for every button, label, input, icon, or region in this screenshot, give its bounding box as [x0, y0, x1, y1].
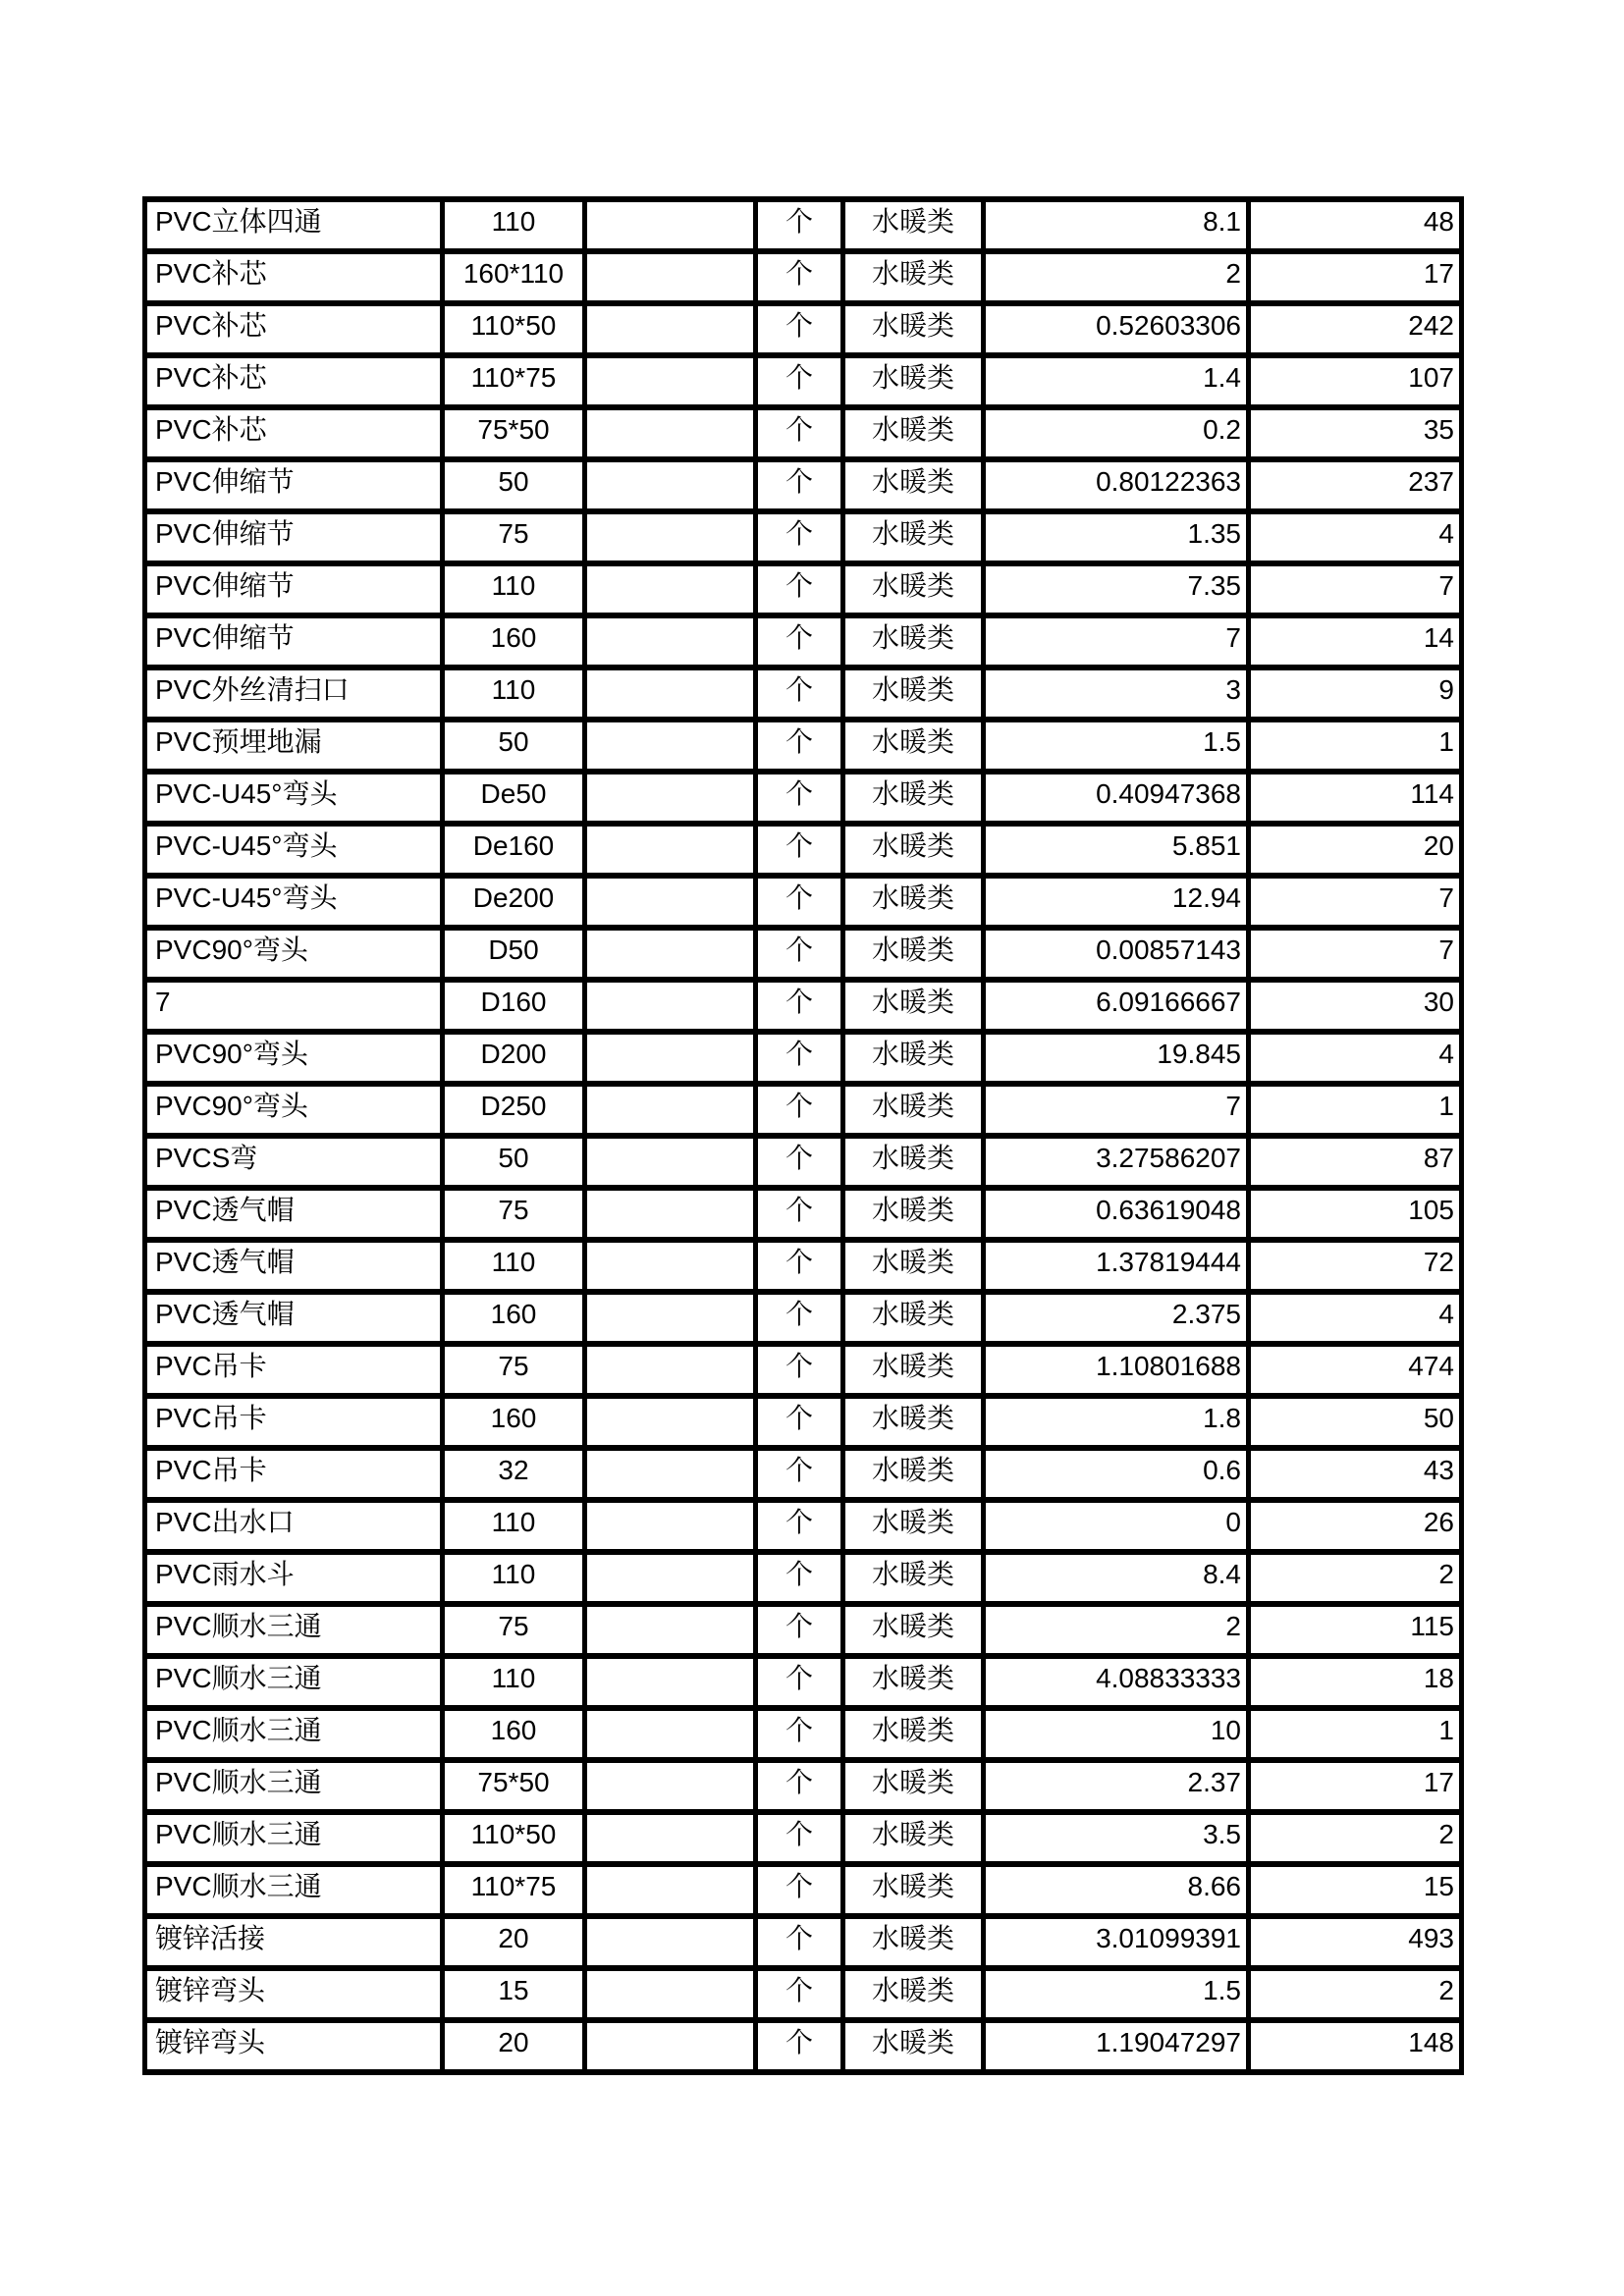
- blank-cell: [585, 1292, 756, 1344]
- price-cell: 3.27586207: [984, 1136, 1249, 1188]
- price-cell: 3.5: [984, 1812, 1249, 1864]
- spec-cell: 32: [443, 1448, 585, 1500]
- price-cell: 2.37: [984, 1760, 1249, 1812]
- category-cell: 水暖类: [843, 772, 984, 824]
- spec-cell: 110*50: [443, 1812, 585, 1864]
- unit-cell: 个: [756, 355, 843, 407]
- blank-cell: [585, 1188, 756, 1240]
- price-cell: 0.2: [984, 407, 1249, 459]
- unit-cell: 个: [756, 199, 843, 251]
- quantity-cell: 2: [1249, 1812, 1462, 1864]
- table-row: [145, 667, 1462, 720]
- price-cell: 1.35: [984, 511, 1249, 563]
- price-cell: 7.35: [984, 563, 1249, 615]
- table-row: [145, 1188, 1462, 1240]
- unit-cell: 个: [756, 407, 843, 459]
- category-cell: 水暖类: [843, 876, 984, 928]
- spec-cell: 75: [443, 1188, 585, 1240]
- price-cell: 7: [984, 1084, 1249, 1136]
- unit-cell: 个: [756, 1084, 843, 1136]
- unit-cell: 个: [756, 1032, 843, 1084]
- blank-cell: [585, 928, 756, 980]
- unit-cell: 个: [756, 1812, 843, 1864]
- spec-cell: D250: [443, 1084, 585, 1136]
- spec-cell: 20: [443, 2020, 585, 2072]
- category-cell: 水暖类: [843, 1812, 984, 1864]
- price-cell: 8.66: [984, 1864, 1249, 1916]
- item-name-cell: PVC补芯: [145, 407, 443, 459]
- table-row: [145, 1916, 1462, 1968]
- unit-cell: 个: [756, 1292, 843, 1344]
- quantity-cell: 2: [1249, 1968, 1462, 2020]
- category-cell: 水暖类: [843, 1604, 984, 1656]
- blank-cell: [585, 615, 756, 667]
- unit-cell: 个: [756, 563, 843, 615]
- item-name-cell: PVC顺水三通: [145, 1656, 443, 1708]
- blank-cell: [585, 1448, 756, 1500]
- unit-cell: 个: [756, 1188, 843, 1240]
- price-cell: 19.845: [984, 1032, 1249, 1084]
- item-name-cell: PVC预埋地漏: [145, 720, 443, 772]
- table-row: [145, 1552, 1462, 1604]
- category-cell: 水暖类: [843, 720, 984, 772]
- quantity-cell: 114: [1249, 772, 1462, 824]
- blank-cell: [585, 303, 756, 355]
- blank-cell: [585, 355, 756, 407]
- quantity-cell: 7: [1249, 928, 1462, 980]
- item-name-cell: PVC伸缩节: [145, 615, 443, 667]
- item-name-cell: PVC90°弯头: [145, 928, 443, 980]
- spec-cell: 160*110: [443, 251, 585, 303]
- blank-cell: [585, 1240, 756, 1292]
- blank-cell: [585, 459, 756, 511]
- quantity-cell: 1: [1249, 1708, 1462, 1760]
- blank-cell: [585, 1084, 756, 1136]
- item-name-cell: PVCS弯: [145, 1136, 443, 1188]
- quantity-cell: 237: [1249, 459, 1462, 511]
- blank-cell: [585, 1760, 756, 1812]
- spec-cell: 110*50: [443, 303, 585, 355]
- quantity-cell: 493: [1249, 1916, 1462, 1968]
- item-name-cell: PVC出水口: [145, 1500, 443, 1552]
- unit-cell: 个: [756, 2020, 843, 2072]
- category-cell: 水暖类: [843, 615, 984, 667]
- item-name-cell: PVC顺水三通: [145, 1708, 443, 1760]
- table-row: [145, 1500, 1462, 1552]
- item-name-cell: 7: [145, 980, 443, 1032]
- quantity-cell: 50: [1249, 1396, 1462, 1448]
- table-row: [145, 1656, 1462, 1708]
- unit-cell: 个: [756, 1500, 843, 1552]
- table-row: [145, 1032, 1462, 1084]
- blank-cell: [585, 1396, 756, 1448]
- category-cell: 水暖类: [843, 1552, 984, 1604]
- quantity-cell: 4: [1249, 1032, 1462, 1084]
- table-row: [145, 563, 1462, 615]
- quantity-cell: 7: [1249, 563, 1462, 615]
- table-row: [145, 1136, 1462, 1188]
- quantity-cell: 20: [1249, 824, 1462, 876]
- item-name-cell: PVC吊卡: [145, 1448, 443, 1500]
- table-row: [145, 1344, 1462, 1396]
- item-name-cell: 镀锌弯头: [145, 2020, 443, 2072]
- quantity-cell: 43: [1249, 1448, 1462, 1500]
- price-cell: 1.19047297: [984, 2020, 1249, 2072]
- table-row: [145, 1240, 1462, 1292]
- item-name-cell: PVC透气帽: [145, 1188, 443, 1240]
- spec-cell: 110: [443, 1656, 585, 1708]
- table-row: [145, 1968, 1462, 2020]
- category-cell: 水暖类: [843, 1084, 984, 1136]
- blank-cell: [585, 1604, 756, 1656]
- price-cell: 1.4: [984, 355, 1249, 407]
- spec-cell: 110*75: [443, 1864, 585, 1916]
- price-cell: 0.63619048: [984, 1188, 1249, 1240]
- category-cell: 水暖类: [843, 1188, 984, 1240]
- category-cell: 水暖类: [843, 251, 984, 303]
- category-cell: 水暖类: [843, 1968, 984, 2020]
- quantity-cell: 17: [1249, 1760, 1462, 1812]
- table-row: [145, 980, 1462, 1032]
- table-row: [145, 615, 1462, 667]
- table-row: [145, 511, 1462, 563]
- quantity-cell: 1: [1249, 720, 1462, 772]
- category-cell: 水暖类: [843, 1916, 984, 1968]
- blank-cell: [585, 1500, 756, 1552]
- quantity-cell: 7: [1249, 876, 1462, 928]
- item-name-cell: PVC-U45°弯头: [145, 772, 443, 824]
- spec-cell: 75*50: [443, 1760, 585, 1812]
- spec-cell: 75: [443, 1344, 585, 1396]
- spec-cell: D50: [443, 928, 585, 980]
- spec-cell: D160: [443, 980, 585, 1032]
- table-row: [145, 1448, 1462, 1500]
- category-cell: 水暖类: [843, 1760, 984, 1812]
- unit-cell: 个: [756, 1448, 843, 1500]
- table-row: [145, 1396, 1462, 1448]
- item-name-cell: PVC-U45°弯头: [145, 876, 443, 928]
- quantity-cell: 30: [1249, 980, 1462, 1032]
- blank-cell: [585, 199, 756, 251]
- inventory-table-body: [145, 199, 1462, 2072]
- table-row: [145, 459, 1462, 511]
- price-cell: 7: [984, 615, 1249, 667]
- table-row: [145, 876, 1462, 928]
- category-cell: 水暖类: [843, 1240, 984, 1292]
- table-row: [145, 772, 1462, 824]
- spec-cell: 50: [443, 720, 585, 772]
- spec-cell: 110: [443, 563, 585, 615]
- table-row: [145, 1604, 1462, 1656]
- spec-cell: De50: [443, 772, 585, 824]
- category-cell: 水暖类: [843, 563, 984, 615]
- table-row: [145, 824, 1462, 876]
- unit-cell: 个: [756, 1656, 843, 1708]
- blank-cell: [585, 772, 756, 824]
- quantity-cell: 107: [1249, 355, 1462, 407]
- quantity-cell: 474: [1249, 1344, 1462, 1396]
- price-cell: 0.6: [984, 1448, 1249, 1500]
- category-cell: 水暖类: [843, 1656, 984, 1708]
- unit-cell: 个: [756, 615, 843, 667]
- inventory-table: [142, 196, 1464, 2075]
- item-name-cell: PVC补芯: [145, 251, 443, 303]
- category-cell: 水暖类: [843, 1292, 984, 1344]
- quantity-cell: 48: [1249, 199, 1462, 251]
- unit-cell: 个: [756, 1240, 843, 1292]
- item-name-cell: PVC伸缩节: [145, 511, 443, 563]
- category-cell: 水暖类: [843, 459, 984, 511]
- category-cell: 水暖类: [843, 1032, 984, 1084]
- price-cell: 1.8: [984, 1396, 1249, 1448]
- table-row: [145, 303, 1462, 355]
- category-cell: 水暖类: [843, 407, 984, 459]
- spec-cell: 110: [443, 1240, 585, 1292]
- blank-cell: [585, 2020, 756, 2072]
- quantity-cell: 148: [1249, 2020, 1462, 2072]
- quantity-cell: 14: [1249, 615, 1462, 667]
- quantity-cell: 9: [1249, 667, 1462, 720]
- unit-cell: 个: [756, 1708, 843, 1760]
- spec-cell: 50: [443, 459, 585, 511]
- item-name-cell: PVC透气帽: [145, 1292, 443, 1344]
- unit-cell: 个: [756, 459, 843, 511]
- quantity-cell: 15: [1249, 1864, 1462, 1916]
- blank-cell: [585, 1552, 756, 1604]
- spec-cell: De160: [443, 824, 585, 876]
- blank-cell: [585, 667, 756, 720]
- blank-cell: [585, 1812, 756, 1864]
- unit-cell: 个: [756, 980, 843, 1032]
- item-name-cell: PVC90°弯头: [145, 1084, 443, 1136]
- table-row: [145, 251, 1462, 303]
- spec-cell: 160: [443, 1292, 585, 1344]
- price-cell: 12.94: [984, 876, 1249, 928]
- price-cell: 0.52603306: [984, 303, 1249, 355]
- item-name-cell: PVC透气帽: [145, 1240, 443, 1292]
- blank-cell: [585, 1708, 756, 1760]
- unit-cell: 个: [756, 928, 843, 980]
- table-row: [145, 1760, 1462, 1812]
- quantity-cell: 2: [1249, 1552, 1462, 1604]
- item-name-cell: PVC吊卡: [145, 1344, 443, 1396]
- unit-cell: 个: [756, 824, 843, 876]
- price-cell: 10: [984, 1708, 1249, 1760]
- item-name-cell: PVC顺水三通: [145, 1812, 443, 1864]
- price-cell: 1.37819444: [984, 1240, 1249, 1292]
- blank-cell: [585, 720, 756, 772]
- price-cell: 1.5: [984, 1968, 1249, 2020]
- spec-cell: D200: [443, 1032, 585, 1084]
- category-cell: 水暖类: [843, 303, 984, 355]
- unit-cell: 个: [756, 1760, 843, 1812]
- table-row: [145, 1864, 1462, 1916]
- price-cell: 4.08833333: [984, 1656, 1249, 1708]
- item-name-cell: PVC伸缩节: [145, 563, 443, 615]
- quantity-cell: 4: [1249, 1292, 1462, 1344]
- item-name-cell: 镀锌活接: [145, 1916, 443, 1968]
- price-cell: 0.80122363: [984, 459, 1249, 511]
- quantity-cell: 4: [1249, 511, 1462, 563]
- item-name-cell: PVC顺水三通: [145, 1604, 443, 1656]
- spec-cell: 110: [443, 1552, 585, 1604]
- spec-cell: 15: [443, 1968, 585, 2020]
- spec-cell: 50: [443, 1136, 585, 1188]
- category-cell: 水暖类: [843, 355, 984, 407]
- quantity-cell: 35: [1249, 407, 1462, 459]
- item-name-cell: PVC补芯: [145, 303, 443, 355]
- unit-cell: 个: [756, 1604, 843, 1656]
- spec-cell: 20: [443, 1916, 585, 1968]
- item-name-cell: PVC雨水斗: [145, 1552, 443, 1604]
- spec-cell: 110: [443, 199, 585, 251]
- price-cell: 2: [984, 251, 1249, 303]
- unit-cell: 个: [756, 1136, 843, 1188]
- spec-cell: 110: [443, 1500, 585, 1552]
- quantity-cell: 105: [1249, 1188, 1462, 1240]
- unit-cell: 个: [756, 876, 843, 928]
- spec-cell: 160: [443, 1708, 585, 1760]
- category-cell: 水暖类: [843, 1448, 984, 1500]
- price-cell: 8.1: [984, 199, 1249, 251]
- price-cell: 0.40947368: [984, 772, 1249, 824]
- spec-cell: 75*50: [443, 407, 585, 459]
- blank-cell: [585, 824, 756, 876]
- unit-cell: 个: [756, 1552, 843, 1604]
- category-cell: 水暖类: [843, 824, 984, 876]
- item-name-cell: PVC伸缩节: [145, 459, 443, 511]
- item-name-cell: 镀锌弯头: [145, 1968, 443, 2020]
- spec-cell: De200: [443, 876, 585, 928]
- table-row: [145, 720, 1462, 772]
- unit-cell: 个: [756, 667, 843, 720]
- category-cell: 水暖类: [843, 511, 984, 563]
- item-name-cell: PVC90°弯头: [145, 1032, 443, 1084]
- quantity-cell: 87: [1249, 1136, 1462, 1188]
- quantity-cell: 242: [1249, 303, 1462, 355]
- category-cell: 水暖类: [843, 1864, 984, 1916]
- blank-cell: [585, 1032, 756, 1084]
- table-row: [145, 199, 1462, 251]
- price-cell: 0: [984, 1500, 1249, 1552]
- table-row: [145, 2020, 1462, 2072]
- item-name-cell: PVC外丝清扫口: [145, 667, 443, 720]
- item-name-cell: PVC吊卡: [145, 1396, 443, 1448]
- table-row: [145, 355, 1462, 407]
- item-name-cell: PVC顺水三通: [145, 1864, 443, 1916]
- item-name-cell: PVC补芯: [145, 355, 443, 407]
- spec-cell: 75: [443, 1604, 585, 1656]
- spec-cell: 160: [443, 615, 585, 667]
- price-cell: 2: [984, 1604, 1249, 1656]
- quantity-cell: 1: [1249, 1084, 1462, 1136]
- unit-cell: 个: [756, 251, 843, 303]
- quantity-cell: 26: [1249, 1500, 1462, 1552]
- spec-cell: 110: [443, 667, 585, 720]
- blank-cell: [585, 1916, 756, 1968]
- category-cell: 水暖类: [843, 928, 984, 980]
- category-cell: 水暖类: [843, 1396, 984, 1448]
- spec-cell: 160: [443, 1396, 585, 1448]
- unit-cell: 个: [756, 1968, 843, 2020]
- table-row: [145, 1812, 1462, 1864]
- blank-cell: [585, 980, 756, 1032]
- table-row: [145, 1292, 1462, 1344]
- unit-cell: 个: [756, 1344, 843, 1396]
- table-row: [145, 1084, 1462, 1136]
- category-cell: 水暖类: [843, 1344, 984, 1396]
- spec-cell: 110*75: [443, 355, 585, 407]
- blank-cell: [585, 1864, 756, 1916]
- category-cell: 水暖类: [843, 1708, 984, 1760]
- unit-cell: 个: [756, 511, 843, 563]
- price-cell: 5.851: [984, 824, 1249, 876]
- category-cell: 水暖类: [843, 980, 984, 1032]
- category-cell: 水暖类: [843, 1500, 984, 1552]
- quantity-cell: 115: [1249, 1604, 1462, 1656]
- blank-cell: [585, 1968, 756, 2020]
- blank-cell: [585, 407, 756, 459]
- unit-cell: 个: [756, 303, 843, 355]
- unit-cell: 个: [756, 1864, 843, 1916]
- price-cell: 3: [984, 667, 1249, 720]
- blank-cell: [585, 563, 756, 615]
- table-row: [145, 1708, 1462, 1760]
- price-cell: 6.09166667: [984, 980, 1249, 1032]
- unit-cell: 个: [756, 720, 843, 772]
- price-cell: 1.10801688: [984, 1344, 1249, 1396]
- blank-cell: [585, 1136, 756, 1188]
- item-name-cell: PVC-U45°弯头: [145, 824, 443, 876]
- table-row: [145, 407, 1462, 459]
- item-name-cell: PVC立体四通: [145, 199, 443, 251]
- unit-cell: 个: [756, 772, 843, 824]
- unit-cell: 个: [756, 1916, 843, 1968]
- blank-cell: [585, 251, 756, 303]
- price-cell: 3.01099391: [984, 1916, 1249, 1968]
- price-cell: 1.5: [984, 720, 1249, 772]
- price-cell: 0.00857143: [984, 928, 1249, 980]
- quantity-cell: 72: [1249, 1240, 1462, 1292]
- blank-cell: [585, 511, 756, 563]
- unit-cell: 个: [756, 1396, 843, 1448]
- table-row: [145, 928, 1462, 980]
- item-name-cell: PVC顺水三通: [145, 1760, 443, 1812]
- spec-cell: 75: [443, 511, 585, 563]
- blank-cell: [585, 1344, 756, 1396]
- category-cell: 水暖类: [843, 667, 984, 720]
- quantity-cell: 17: [1249, 251, 1462, 303]
- blank-cell: [585, 1656, 756, 1708]
- price-cell: 8.4: [984, 1552, 1249, 1604]
- category-cell: 水暖类: [843, 1136, 984, 1188]
- quantity-cell: 18: [1249, 1656, 1462, 1708]
- blank-cell: [585, 876, 756, 928]
- category-cell: 水暖类: [843, 2020, 984, 2072]
- price-cell: 2.375: [984, 1292, 1249, 1344]
- category-cell: 水暖类: [843, 199, 984, 251]
